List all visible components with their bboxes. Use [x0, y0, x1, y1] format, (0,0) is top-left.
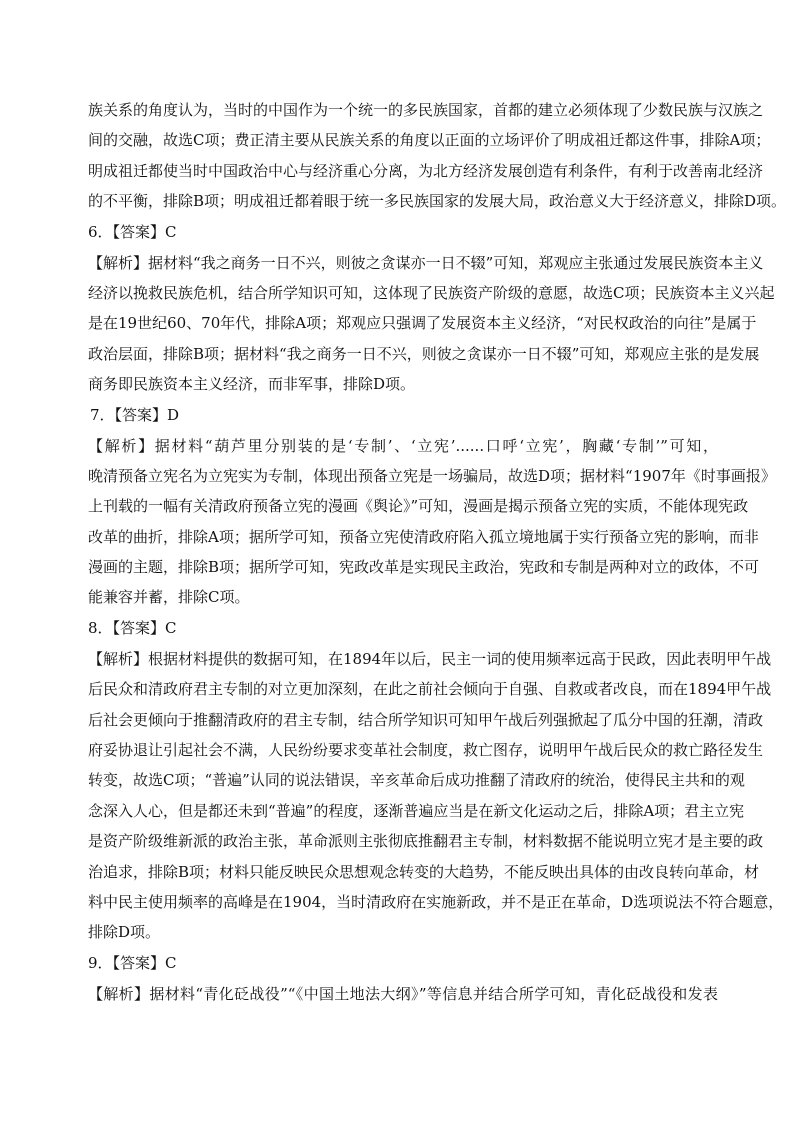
text-line: 【解析】根据材料提供的数据可知，在1894年以后，民主一词的使用频率远高于民政，因此表明甲午战 — [88, 649, 772, 668]
text-line: 治追求，排除B项；材料只能反映民众思想观念转变的大趋势，不能反映出具体的由改良转向革命，材 — [88, 862, 760, 881]
text-line: 是在19世纪60、70年代，排除A项；郑观应只强调了发展资本主义经济，“对民权政治的向往”是属于 — [88, 314, 757, 333]
text-line: 后民众和清政府君主专制的对立更加深刻，在此之前社会倾向于自强、自救或者改良，而在1894甲午战 — [88, 680, 772, 699]
text-line: 【解析】据材料“我之商务一日不兴，则彼之贪谋亦一日不辍”可知，郑观应主张通过发展民族资本主义 — [88, 253, 764, 272]
text-line: 间的交融，故选C项；费正清主要从民族关系的角度以正面的立场评价了明成祖迁都这件事，排除A项； — [88, 131, 771, 150]
text-line: 后社会更倾向于推翻清政府的君主专制，结合所学知识可知甲午战后列强掀起了瓜分中国的狂潮，清政 — [88, 710, 764, 729]
text-line: 念深入人心，但是都还未到“普遍”的程度，逐渐普遍应当是在新文化运动之后，排除A项；君主立宪 — [88, 801, 745, 820]
text-line: 漫画的主题，排除B项；据所学可知，宪政改革是实现民主政治，宪政和专制是两种对立的政体，不可 — [88, 558, 760, 577]
text-line: 晚清预备立宪名为立宪实为专制，体现出预备立宪是一场骗局，故选D项；据材料“1907年《时事画报》 — [88, 466, 776, 485]
text-line: 改革的曲折，排除A项；据所学可知，预备立宪使清政府陷入孤立境地属于实行预备立宪的影响，而非 — [88, 527, 759, 546]
text-line: 明成祖迁都使当时中国政治中心与经济重心分离，为北方经济发展创造有利条件，有利于改善南北经济 — [88, 161, 764, 180]
text-line: 转变，故选C项；“普遍”认同的说法错误，辛亥革命后成功推翻了清政府的统治，使得民主共和的观 — [88, 771, 745, 790]
text-line: 府妥协退让引起社会不满，人民纷纷要求变革社会制度，救亡图存，说明甲午战后民众的救亡路径发生 — [88, 741, 764, 760]
text-line: 政治层面，排除B项；据材料“我之商务一日不兴，则彼之贪谋亦一日不辍”可知，郑观应主张的是发展 — [88, 344, 760, 363]
text-line: 上刊载的一幅有关清政府预备立宪的漫画《舆论》”可知，漫画是揭示预备立宪的实质，不能体现宪政 — [88, 497, 749, 516]
text-line: 经济以挽救民族危机，结合所学知识可知，这体现了民族资产阶级的意愿，故选C项；民族资本主义兴起 — [88, 283, 775, 302]
answer-heading: 8．【答案】C — [88, 618, 177, 637]
text-line: 的不平衡，排除B项；明成祖迁都着眼于统一多民族国家的发展大局，政治意义大于经济意义，排除D项。 — [88, 192, 787, 211]
text-line: 料中民主使用频率的高峰是在1904，当时清政府在实施新政，并不是正在革命，D选项说法不符合题意， — [88, 892, 784, 911]
answer-heading: 7．【答案】D — [90, 405, 180, 424]
text-line: 能兼容并蓄，排除C项。 — [88, 588, 250, 607]
answer-explanation-text — [88, 95, 787, 1009]
text-line: 【解析】据材料“青化砭战役”“《中国土地法大纲》”等信息并结合所学可知，青化砭战役和发表 — [88, 984, 718, 1003]
text-line: 族关系的角度认为，当时的中国作为一个统一的多民族国家，首都的建立必须体现了少数民族与汉族之 — [88, 101, 764, 119]
answer-heading: 9．【答案】C — [88, 953, 177, 972]
text-line: 是资产阶级维新派的政治主张，革命派则主张彻底推翻君主专制，材料数据不能说明立宪才是主要的政 — [88, 832, 764, 851]
answer-heading: 6．【答案】C — [88, 222, 177, 241]
text-line: 【解析】据材料“葫芦里分别装的是‘专制’、‘立宪’......口呼‘立宪’，胸藏‘专制’”可知， — [88, 436, 718, 455]
text-line: 排除D项。 — [88, 923, 161, 942]
text-line: 商务即民族资本主义经济，而非军事，排除D项。 — [88, 375, 416, 394]
